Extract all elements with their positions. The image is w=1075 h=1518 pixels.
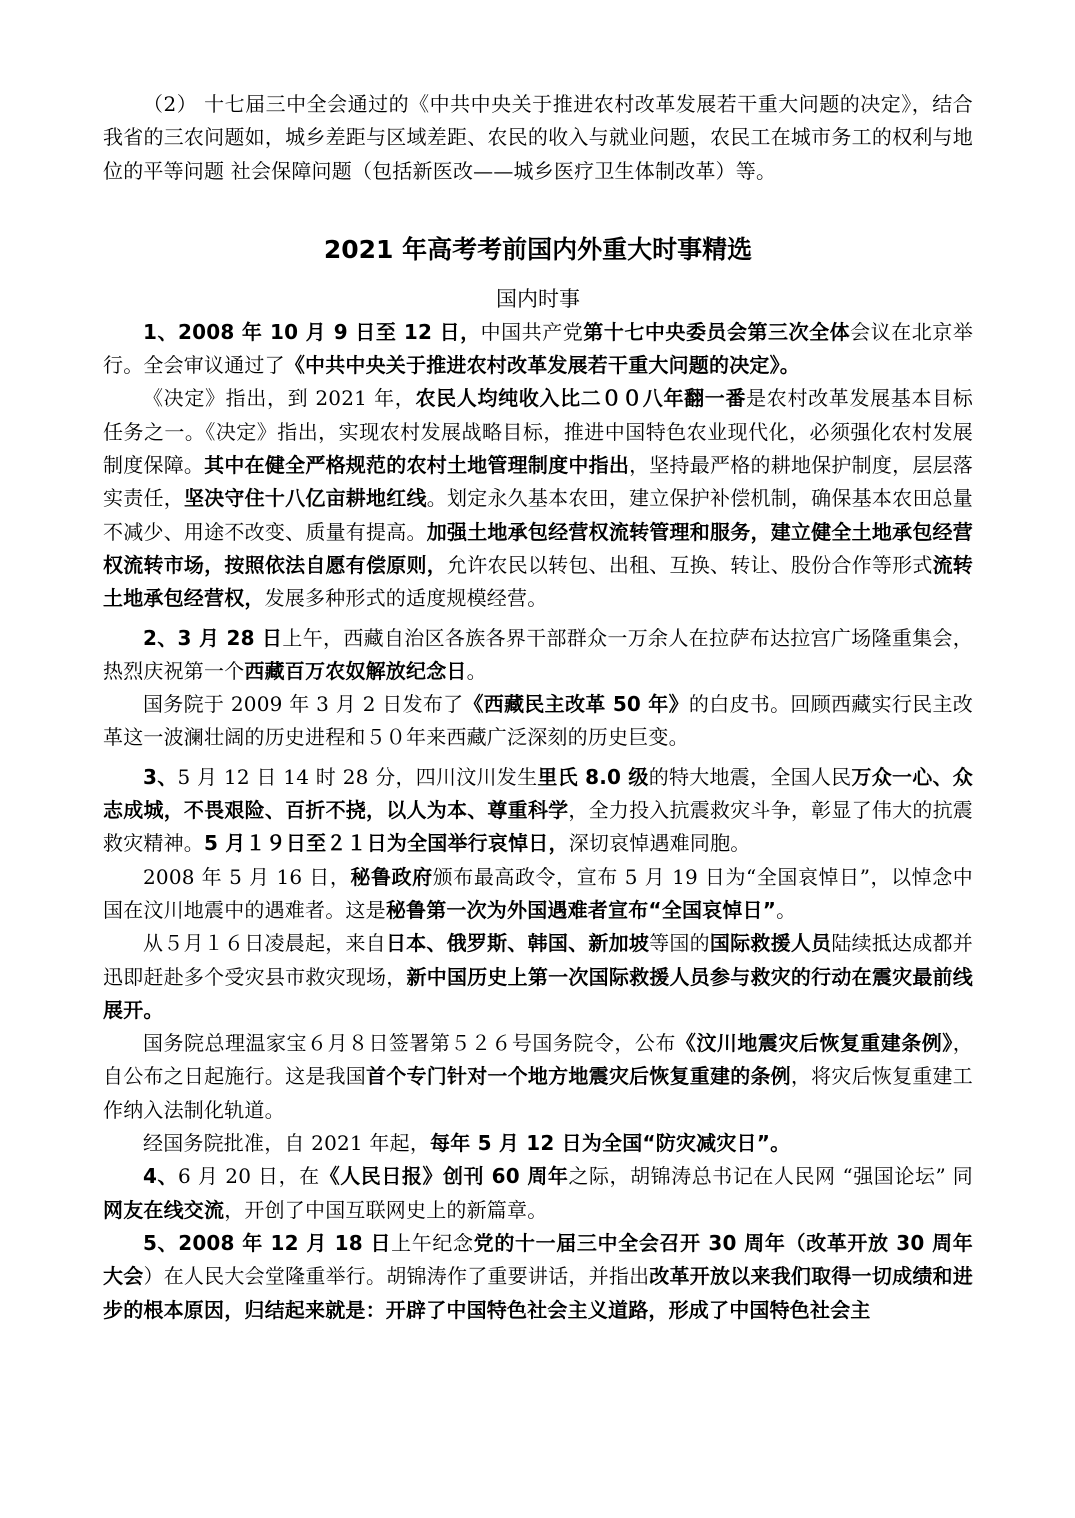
text-run: 国务院总理温家宝６月８日签署第５２６号国务院令，公布 (143, 1031, 676, 1056)
page-title: 2021 年高考考前国内外重大时事精选 (323, 234, 753, 264)
text-run: 会议在北京举行。全会审议通过了 (103, 319, 974, 378)
text-run: 上午，西藏自治区各族各界干部群众一万余人在拉萨布达拉宫广场隆重集会，热烈庆祝第一个 (103, 625, 973, 683)
text-run: 的白皮书。回顾西藏实行民主改革这一波澜壮阔的历史进程和５０年来西藏广泛深刻的历史巨变。 (103, 692, 973, 750)
emphasis: 5 月１９日至２１日为全国举行哀悼日， (204, 831, 569, 856)
emphasis: 网友在线交流 (103, 1197, 225, 1222)
news-item-4 (103, 1160, 973, 1227)
emphasis: 《中共中央关于推进农村改革发展若干重大问题的决定》。 (284, 353, 801, 378)
item-number: 5、2008 年 12 月 18 日 (143, 1230, 392, 1255)
text-run: 。划定永久基本农田，建立保护补偿机制，确保基本农田总量不减少、用途不改变、质量有提高。 (103, 486, 973, 544)
text-run: 中国共产党 (480, 319, 584, 344)
emphasis: 国际救援人员 (709, 931, 832, 956)
news-item-3 (103, 761, 973, 861)
text-run: 2008 年 5 月 16 日， (143, 864, 351, 889)
text-run: 之际，胡锦涛总书记在人民网 “强国论坛” 同 (568, 1164, 973, 1189)
document-body (103, 88, 973, 1327)
news-item-1-detail (103, 382, 973, 615)
emphasis: 首个专门针对一个地方地震灾后恢复重建的条例 (366, 1064, 791, 1089)
text-run: ，坚持最严格的耕地保护制度，层层落实责任， (103, 453, 974, 511)
intro-paragraph: （2） 十七届三中全会通过的《中共中央关于推进农村改革发展若干重大问题的决定》，结合我省的三农问题如，城乡差距与区域差距、农民的收入与就业问题，农民工在城市务工的权利与地位的平等问题 社会保障问题（包括新医改——城乡医疗卫生体制改革）等。 (103, 92, 973, 183)
news-item-3-peru (103, 861, 973, 928)
emphasis: 加强土地承包经营权流转管理和服务，建立健全土地承包经营权流转市场，按照依法自愿有偿原则， (103, 519, 973, 577)
text-run: ，全力投入抗震救灾斗争，彰显了伟大的抗震救灾精神。 (103, 798, 974, 856)
news-item-3-regulation (103, 1027, 973, 1127)
emphasis: 里氏 8.0 级 (537, 764, 649, 789)
emphasis: 《汶川地震灾后恢复重建条例》 (675, 1031, 953, 1056)
text-run: 深切哀悼遇难同胞。 (568, 831, 751, 856)
text-run: 上午纪念 (391, 1230, 474, 1255)
section-heading: 国内时事 (496, 286, 580, 311)
item-number: 3、 (143, 764, 178, 789)
text-run: 《决定》指出，到 2021 年， (143, 386, 416, 411)
emphasis: 《西藏民主改革 50 年》 (463, 692, 689, 717)
text-run: 从５月１６日凌晨起，来自 (143, 931, 386, 956)
emphasis: 党的十一届三中全会召开 30 周年（改革开放 30 周年大会 (103, 1230, 973, 1289)
news-item-3-disaster-day (103, 1127, 973, 1160)
emphasis: 日本、俄罗斯、韩国、新加坡 (385, 931, 650, 956)
emphasis: 万众一心、众志成城，不畏艰险、百折不挠，以人为本、尊重科学 (103, 764, 973, 823)
text-run: 的特大地震，全国人民 (648, 764, 852, 789)
news-item-1 (103, 316, 973, 383)
emphasis: 《人民日报》创刊 60 周年 (319, 1164, 569, 1189)
news-item-5 (103, 1227, 973, 1327)
text-run: 发展多种形式的适度规模经营。 (264, 586, 548, 611)
emphasis: 每年 5 月 12 日为全国“防灾减灾日”。 (430, 1131, 791, 1156)
emphasis: 秘鲁第一次为外国遇难者宣布“全国哀悼日” (385, 897, 777, 922)
text-run: 5 月 12 日 14 时 28 分，四川汶川发生 (177, 764, 538, 789)
emphasis: 第十七中央委员会第三次全体 (583, 319, 851, 344)
news-item-2 (103, 622, 973, 689)
text-run: 等国的 (649, 931, 710, 956)
text-run: ，将灾后恢复重建工作纳入法制化轨道。 (103, 1064, 973, 1122)
emphasis: 农民人均纯收入比二００八年翻一番 (415, 386, 747, 411)
text-run: 国务院于 2009 年 3 月 2 日发布了 (143, 692, 464, 717)
emphasis: 改革开放以来我们取得一切成绩和进步的根本原因，归结起来就是：开辟了中国特色社会主义道路，形成了中国特色社会主 (103, 1264, 973, 1322)
news-item-3-rescue (103, 927, 973, 1027)
text-run: 是农村改革发展基本目标任务之一。《决定》指出，实现农村发展战略目标，推进中国特色农业现代化，必须强化农村发展制度保障。 (103, 386, 974, 478)
text-run: ）在人民大会堂隆重举行。胡锦涛作了重要讲话，并指出 (143, 1264, 650, 1289)
text-run: 允许农民以转包、出租、互换、转让、股份合作等形式 (446, 552, 933, 577)
emphasis: 新中国历史上第一次国际救援人员参与救灾的行动在震灾最前线展开。 (103, 964, 973, 1022)
text-run: 颁布最高政令，宣布 5 月 19 日为“全国哀悼日”，以悼念中国在汶川地震中的遇难者。这是 (103, 864, 973, 922)
text-run: ，开创了中国互联网史上的新篇章。 (224, 1197, 548, 1222)
text-run: 。 (466, 658, 487, 683)
text-run: 陆续抵达成都并迅即赶赴多个受灾县市救灾现场， (103, 931, 973, 989)
text-run: ，自公布之日起施行。这是我国 (103, 1031, 973, 1089)
emphasis: 流转土地承包经营权， (103, 552, 973, 611)
news-item-2-detail (103, 688, 973, 755)
item-number: 2、3 月 28 日 (143, 625, 283, 650)
text-run: 6 月 20 日，在 (178, 1164, 320, 1189)
text-run: 经国务院批准，自 2021 年起， (143, 1131, 431, 1156)
emphasis: 秘鲁政府 (350, 864, 433, 889)
item-number: 1、2008 年 10 月 9 日至 12 日， (143, 319, 481, 344)
emphasis: 其中在健全严格规范的农村土地管理制度中指出 (204, 453, 630, 478)
emphasis: 坚决守住十八亿亩耕地红线 (183, 486, 427, 511)
text-run: 。 (776, 897, 797, 922)
emphasis: 西藏百万农奴解放纪念日 (244, 658, 467, 683)
item-number: 4、 (143, 1164, 179, 1189)
